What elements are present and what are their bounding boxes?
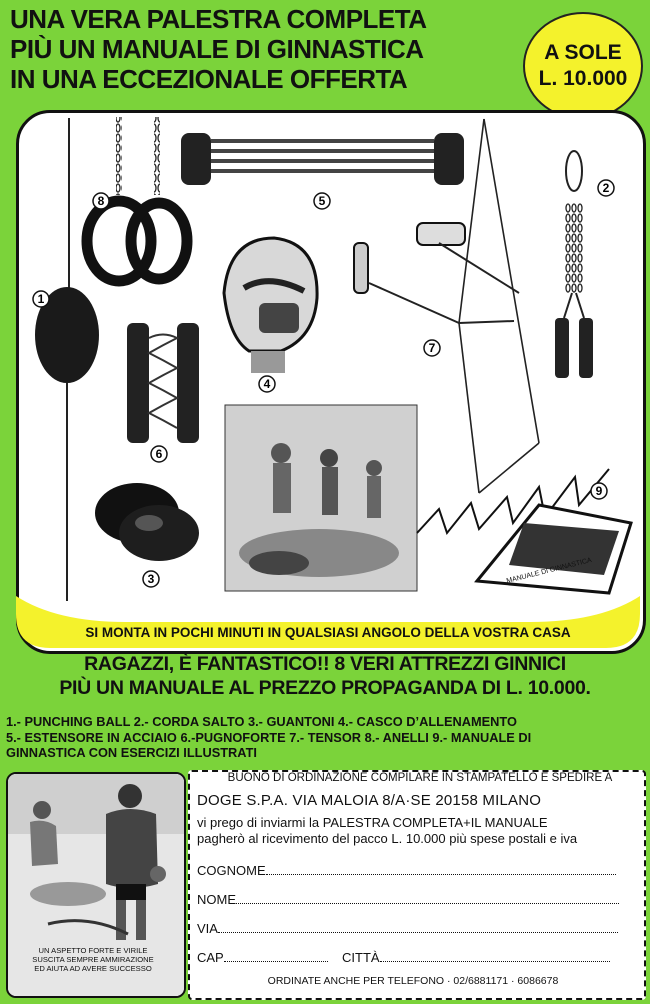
- name-field[interactable]: [197, 892, 619, 907]
- surname-field[interactable]: [197, 863, 616, 878]
- surname-input-line[interactable]: [266, 864, 616, 875]
- street-input-line[interactable]: [218, 922, 618, 933]
- surname-label: COGNOME: [197, 863, 266, 878]
- items-line-3: GINNASTICA CON ESERCIZI ILLUSTRATI: [6, 745, 257, 760]
- svg-text:3: 3: [147, 572, 155, 586]
- number-badge-3: [143, 571, 159, 587]
- photo-caption-line-2: SUSCITA SEMPRE AMMIRAZIONE: [32, 955, 154, 964]
- svg-text:1: 1: [37, 292, 45, 306]
- svg-text:2: 2: [602, 181, 610, 195]
- phone-order-note: ORDINATE ANCHE PER TELEFONO · 02/6881171 · 6086678: [267, 975, 559, 987]
- coupon-title: BUONO DI ORDINAZIONE COMPILARE IN STAMPATELLO E SPEDIRE A: [227, 772, 613, 784]
- photo-caption: [8, 946, 178, 973]
- street-field[interactable]: [197, 921, 618, 936]
- items-list: [6, 714, 646, 761]
- number-badge-8: [93, 193, 109, 209]
- city-label: CITTÀ: [342, 950, 380, 965]
- caption-band: [16, 596, 640, 648]
- postcode-input-line[interactable]: [224, 951, 328, 962]
- svg-text:6: 6: [155, 447, 163, 461]
- panel-caption: SI MONTA IN POCHI MINUTI IN QUALSIASI ANGOLO DELLA VOSTRA CASA: [85, 625, 571, 640]
- svg-text:8: 8: [97, 194, 105, 208]
- name-input-line[interactable]: [236, 893, 619, 904]
- number-badge-1: [33, 291, 49, 307]
- number-badge-5: [314, 193, 330, 209]
- street-label: VIA: [197, 921, 218, 936]
- training-helmet-icon: [224, 238, 317, 373]
- items-line-1: 1.- PUNCHING BALL 2.- CORDA SALTO 3.- GUANTONI 4.- CASCO D’ALLENAMENTO: [6, 714, 517, 729]
- photo-caption-line-3: ED AIUTA AD AVERE SUCCESSO: [34, 964, 152, 973]
- number-badge-9: [591, 483, 607, 499]
- promo-text: [0, 652, 650, 700]
- city-input-line[interactable]: [380, 951, 610, 962]
- gym-photo: [225, 405, 417, 591]
- manual-cover-text: MANUALE DI GINNASTICA: [505, 556, 593, 585]
- number-badge-4: [259, 376, 275, 392]
- headline-line-3: IN UNA ECCEZIONALE OFFERTA: [10, 64, 408, 94]
- postcode-label: CAP: [197, 950, 224, 965]
- svg-text:7: 7: [428, 341, 436, 355]
- equipment-illustration: [19, 113, 643, 651]
- equipment-panel: [16, 110, 646, 654]
- coupon-request-line-1: vi prego di inviarmi la PALESTRA COMPLETA+IL MANUALE: [197, 815, 548, 830]
- photo-caption-line-1: UN ASPETTO FORTE E VIRILE: [38, 946, 148, 955]
- promo-line-2: PIÙ UN MANUALE AL PREZZO PROPAGANDA DI L. 10.000.: [59, 677, 591, 699]
- number-badge-2: [598, 180, 614, 196]
- headline-line-2: PIÙ UN MANUALE DI GINNASTICA: [10, 34, 424, 64]
- svg-text:5: 5: [318, 194, 326, 208]
- coupon-address: DOGE S.P.A. VIA MALOIA 8/A·SE 20158 MILANO: [197, 792, 542, 809]
- svg-text:4: 4: [263, 377, 271, 391]
- price-badge-price: L. 10.000: [538, 67, 628, 90]
- hand-grip-icon: [127, 323, 199, 443]
- svg-text:9: 9: [595, 484, 603, 498]
- headline-line-1: UNA VERA PALESTRA COMPLETA: [10, 4, 427, 34]
- number-badge-7: [424, 340, 440, 356]
- name-label: NOME: [197, 892, 236, 907]
- punching-ball-icon: [35, 118, 99, 601]
- manual-book-icon: [477, 505, 631, 593]
- postcode-field[interactable]: [197, 950, 328, 965]
- boxing-gloves-icon: [95, 483, 199, 561]
- city-field[interactable]: [342, 950, 610, 965]
- price-badge-line-1: A SOLE: [544, 41, 622, 64]
- number-badge-6: [151, 446, 167, 462]
- items-line-2: 5.- ESTENSORE IN ACCIAIO 6.-PUGNOFORTE 7.- TENSOR 8.- ANELLI 9.- MANUALE DI: [6, 729, 532, 745]
- headline: [10, 4, 530, 94]
- chest-expander-icon: [181, 133, 464, 185]
- coupon-request-line-2: pagherò al ricevimento del pacco L. 10.000 più spese postali e iva: [197, 831, 578, 846]
- promo-line-1: RAGAZZI, È FANTASTICO!! 8 VERI ATTREZZI GINNICI: [84, 653, 566, 675]
- price-badge: [523, 12, 643, 120]
- jump-rope-icon: [555, 151, 593, 378]
